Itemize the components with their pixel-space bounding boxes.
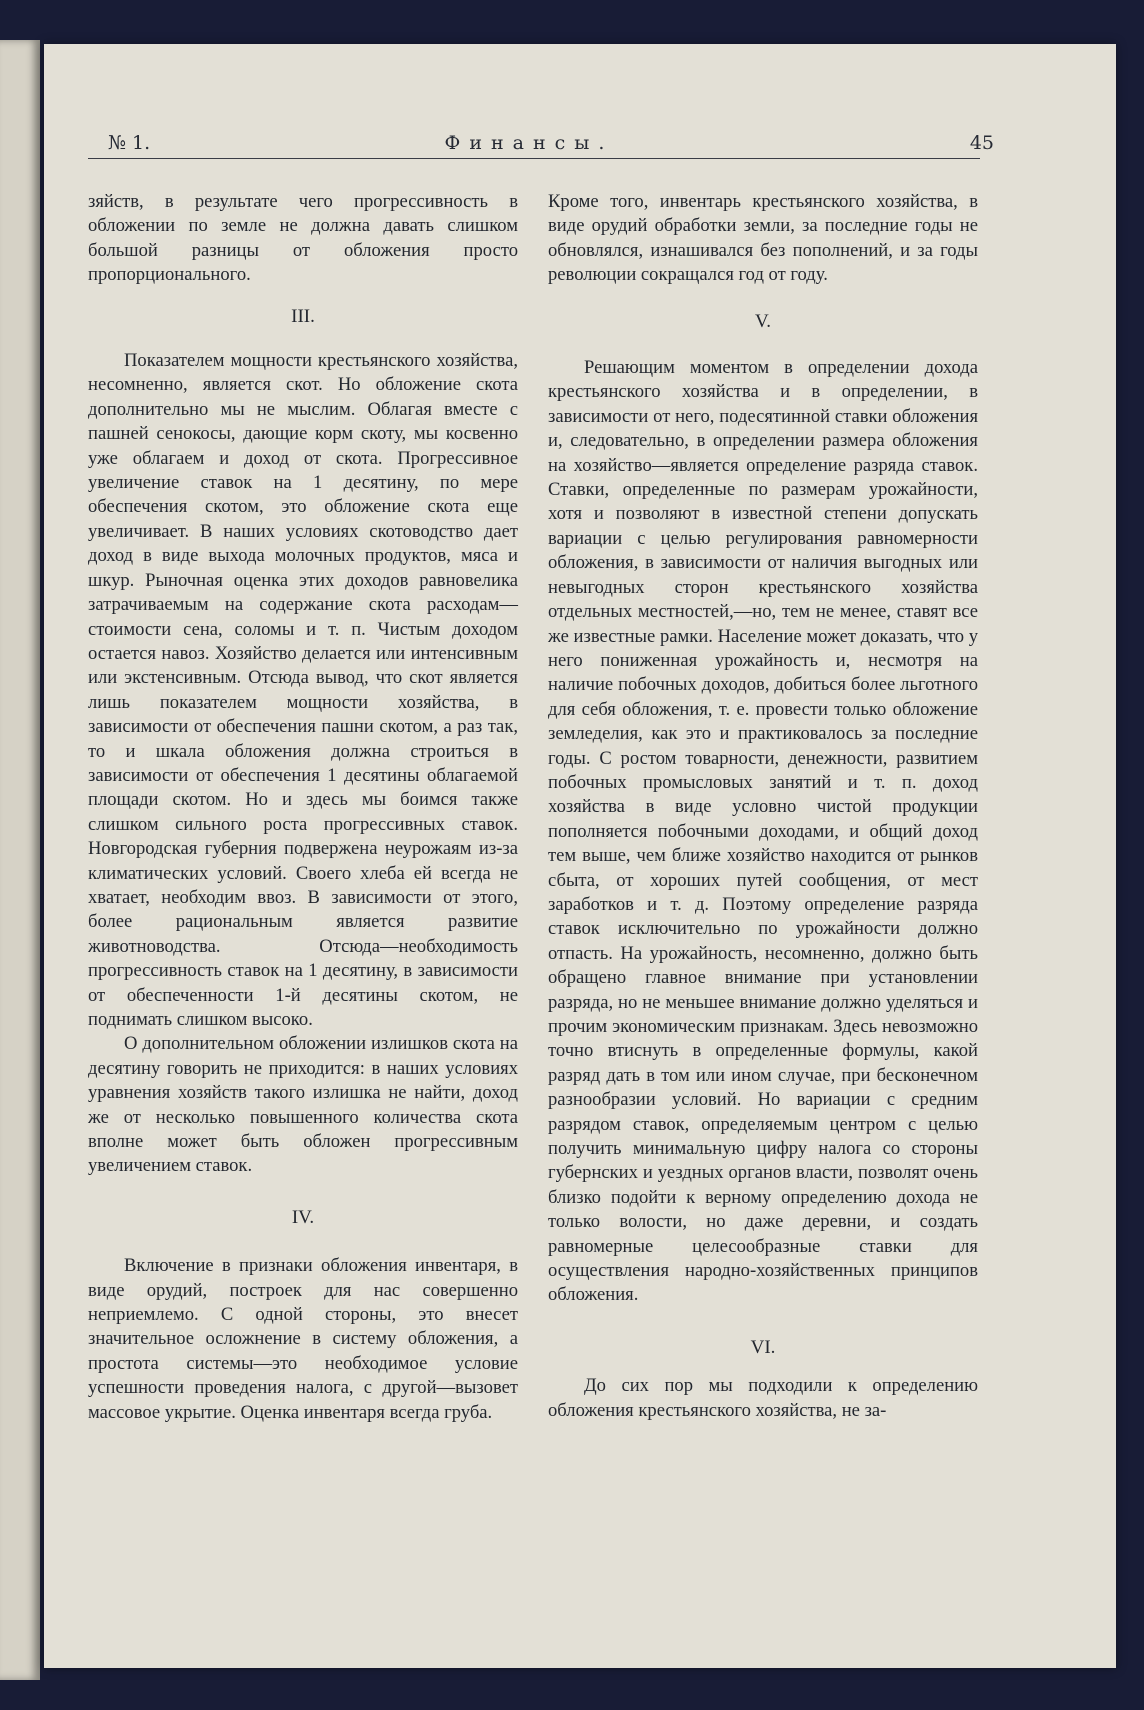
paragraph: До сих пор мы подходили к определению обложения крестьянского хозяйства, не за- [548, 1375, 978, 1421]
section-heading-6: VI. [750, 1336, 776, 1358]
paragraph: Кроме того, инвентарь крестьянского хозяйства, в виде орудий обработки земли, за последние годы не обновлялся, изнашивался без пополнений, и за годы революции сокращался год от году. [548, 191, 978, 286]
paragraph: Показателем мощности крестьянского хозяйства, несомненно, является скот. Но обложение скота дополнительно мы не мыслим. Облагая вместе с пашней сенокосы, дающие корм скоту, мы косвенно уже облагаем и доход от скота. Прогрессивное увеличение ставок на 1 десятину, по мере обеспечения скотом, это обложение скота еще увеличивает. В наших условиях скотоводство дает доход в виде выхода молочных продуктов, мяса и шкур. Рыночная оценка этих доходов равновелика затрачиваемым на содержание скота расходам—стоимости сена, соломы и т. п. Чистым доходом остается навоз. Хозяйство делается или интенсивным или экстенсивным. Отсюда вывод, что скот является лишь показателем мощности хозяйства, в зависимости от обеспечения пашни скотом, а раз так, то и шкала обложения должна строиться в зависимости от обеспечения 1 десятины облагаемой площади скотом. Но и здесь мы боимся также слишком сильного роста прогрессивных ставок. Новгородская губерния подвержена неурожаям из-за климатических условий. Своего хлеба ей всегда не хватает, необходим ввоз. В зависимости от этого, более рациональным является развитие животноводства. Отсюда—необходимость прогрессивность ставок на 1 десятину, в зависимости от обеспеченности 1-й десятины скотом, не поднимать слишком высоко. [88, 350, 518, 1030]
paragraph: О дополнительном обложении излишков скота на десятину говорить не приходится: в наших условиях уравнения хозяйств такого излишка не найти, доход же от несколько повышенного количества скота вполне может быть обложен прогрессивным увеличением ставок. [88, 1033, 518, 1177]
page-number: 45 [969, 132, 994, 154]
paragraph: Решающим моментом в определении дохода крестьянского хозяйства и в определении, в зависимости от него, подесятинной ставки обложения и, следовательно, в определении размера обложения на хозяйство—является определение разряда ставок. Ставки, определенные по размерам урожайности, хотя и позволяют в известной степени допускать вариации с целью регулирования равномерности обложения, в зависимости от наличия выгодных или невыгодных сторон крестьянского хозяйства отдельных местностей,—но, тем не менее, ставят все же известные рамки. Население может доказать, что у него пониженная урожайность и, несмотря на наличие побочных доходов, добиться более льготного для себя обложения, т. е. провести только обложение земледелия, как это и практиковалось за последние годы. С ростом товарности, денежности, развитием побочных промысловых занятий и т. п. доход хозяйства в виде условно чистой продукции пополняется побочными доходами, и общий доход тем выше, чем ближе хозяйство находится от рынков сбыта, от хороших путей сообщения, от мест заработков и т. д. Поэтому определение разряда ставок исключительно по урожайности должно отпасть. На урожайность, несомненно, должно быть обращено главное внимание при установлении разряда, но не меньшее внимание должно уделяться и прочим экономическим признакам. Здесь невозможно точно втиснуть в определенные формулы, какой разряд дать в том или ином случае, при бесконечном разнообразии условий. Но вариации с средним разрядом ставок, определяемым центром с целью получить минимальную цифру налога со стороны губернских и уездных органов власти, позволят очень близко подойти к верному определению дохода не только волости, но даже деревни, и создать равномерные целесообразные ставки для осуществления народно-хозяйственных принципов обложения. [548, 357, 978, 1306]
section-heading-5: V. [754, 310, 772, 332]
paragraph: зяйств, в результате чего прогрессивность в обложении по земле не должна давать слишком большой разницы от обложения просто пропорционального. [88, 191, 518, 286]
right-column [548, 190, 978, 1423]
issue-number: № 1. [108, 132, 151, 154]
left-column [88, 190, 518, 1425]
facing-page-edge [0, 40, 40, 1680]
paragraph: Включение в признаки обложения инвентаря, в виде орудий, построек для нас совершенно неприемлемо. С одной стороны, это внесет значительное осложнение в систему обложения, а простота системы—это необходимое условие успешности проведения налога, с другой—вызовет массовое укрытие. Оценка инвентаря всегда груба. [88, 1255, 518, 1423]
section-heading-4: IV. [291, 1206, 315, 1228]
header-rule [88, 158, 980, 159]
running-header [64, 88, 994, 158]
journal-title: Финансы. [444, 132, 614, 154]
section-heading-3: III. [291, 305, 315, 327]
